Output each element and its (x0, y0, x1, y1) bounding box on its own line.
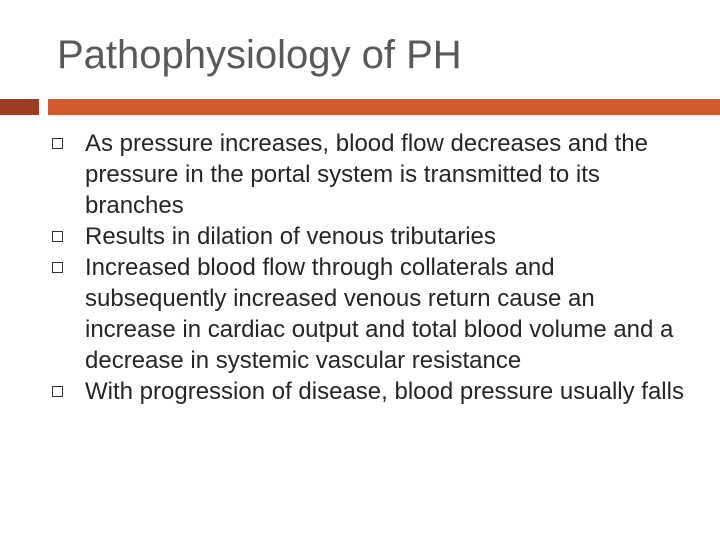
slide-title: Pathophysiology of PH (57, 33, 462, 77)
hollow-square-icon (52, 231, 63, 242)
bullet-item (50, 252, 690, 376)
title-rule-left-accent (0, 99, 39, 115)
bullet-text: Results in dilation of venous tributaries (85, 223, 496, 250)
bullet-text: Increased blood flow through collaterals and subsequently increased venous return cause an increase in cardiac output and total blood volume and a decrease in systemic vascular resistance (85, 254, 674, 374)
bullet-text: With progression of disease, blood pressure usually falls (85, 378, 684, 405)
hollow-square-icon (52, 138, 63, 149)
bullet-item (50, 221, 690, 252)
bullet-item (50, 376, 690, 407)
bullet-list (50, 128, 690, 407)
hollow-square-icon (52, 262, 63, 273)
hollow-square-icon (52, 386, 63, 397)
bullet-item (50, 128, 690, 221)
title-rule-right-accent (48, 99, 720, 115)
bullet-text: As pressure increases, blood flow decreases and the pressure in the portal system is transmitted to its branches (85, 130, 648, 219)
